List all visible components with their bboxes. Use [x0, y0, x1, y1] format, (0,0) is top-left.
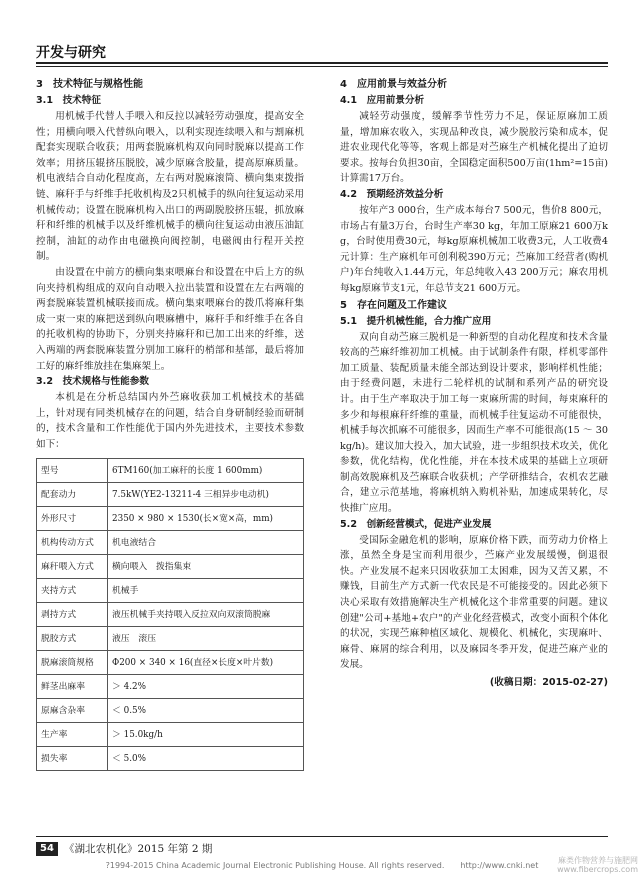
param-name: 脱胶方式 — [37, 627, 108, 651]
paragraph-specs-intro: 本机是在分析总结国内外苎麻收获加工机械技术的基础上，针对现有同类机械存在的问题，结合自身研制经验而研制的，技术含量和工作性能优于国内外先进技术，主要技术参数如下： — [36, 392, 304, 450]
table-row — [37, 603, 304, 627]
heading-5-2: 5.2 创新经营模式，促进产业发展 — [340, 518, 492, 530]
param-name: 生产率 — [37, 723, 108, 747]
paragraph-improve-performance: 双向自动苎麻三脱机是一种新型的自动化程度和技术含量较高的苎麻纤维初加工机械。由于试制条件有限，样机零部件加工质量、装配质量未能全部达到设计要求，影响样机性能；由于经费问题，未进行二轮样机的试制和系列产品的研究设计。由于生产率取决于加工每一束麻所需的时间，每束麻秆的多少和每根麻秆纤维的重量，而机械手往复运动不可能很快，机械手每次抓麻不可能很多，因而生产率不可能很高(15 ～ 30kg/h)。建议加大投入，加大试验，进一步组织技术攻关，优化参数，优化结构，优化性能，并在本技术成果的基础上立项研制高效脱麻机及苎麻联合收获机；产学研推结合，农机农艺融合，建立示范基地，将麻机纳入购机补贴，加速成果转化，尽快推广应用。 — [340, 331, 608, 515]
right-column — [340, 76, 608, 691]
section-header: 开发与研究 — [36, 45, 106, 61]
heading-section-5: 5 存在问题及工作建议 — [340, 299, 447, 311]
paragraph-economic-benefit: 按年产3 000台，生产成本每台7 500元，售价8 800元，市场占有量3万台，台时生产率30 kg，年加工原麻21 600万kg，台时使用费30元，每kg原麻机械加工收费3元，人工收费4元计算：生产麻机年可创利税390万元；苎麻加工经营者(购机户)年台纯收入1.44万元，年总纯收入43 200万元；麻农用机每kg原麻节支1元，年总节支21 600万元。 — [340, 204, 608, 294]
paragraph-business-model: 受国际金融危机的影响，原麻价格下跌，而劳动力价格上涨，虽然全身是宝而利用很少，苎麻产业发展缓慢，倒退很快。产业发展不起来只因收获加工太困难，因为又苦又累，不赚钱，目前生产方式新一代农民是不可能接受的。因此必须下决心采取有效措施解决生产机械化这个非常重要的问题。建议创建"公司+基地+农户"的产业化经营模式，改变小面积个体化的状况，实现苎麻种植区域化、规模化、机械化，实现麻叶、麻骨、麻屑的综合利用，以及麻园冬季开发，促进苎麻产业的发展。 — [340, 534, 608, 671]
heading-5-1: 5.1 提升机械性能，合力推广应用 — [340, 315, 492, 327]
paragraph-structure: 由设置在中前方的横向集束喂麻台和设置在中后上方的纵向夹持机构组成的双向自动喂入拉出装置和设置在左右两端的两套脱麻装置机械联接而成。横向集束喂麻台的拨爪将麻秆集成一束一束的麻把送到纵向喂麻槽中，麻秆手和纤维手在各自的托收机构的协助下，分别夹持麻秆和已加工出来的纤维，送入两端的两套脱麻装置分别加工麻秆的梢部和基部，最后将加工好的麻纤维放挂在集麻架上。 — [36, 266, 304, 372]
param-name: 型号 — [37, 459, 108, 483]
left-column — [36, 76, 304, 771]
table-row — [37, 723, 304, 747]
param-name: 机构传动方式 — [37, 531, 108, 555]
param-value: ＜ 5.0% — [108, 747, 304, 771]
param-name: 剥持方式 — [37, 603, 108, 627]
table-row — [37, 555, 304, 579]
header-rule-thin — [36, 66, 608, 67]
site-watermark — [557, 856, 638, 874]
parameter-table — [36, 458, 304, 771]
param-value: 2350 × 980 × 1530(长×宽×高，mm) — [108, 507, 304, 531]
heading-4-2: 4.2 预期经济效益分析 — [340, 188, 444, 200]
heading-section-3: 3 技术特征与规格性能 — [36, 79, 143, 90]
table-row — [37, 747, 304, 771]
journal-name: 《湖北农机化》2015 年第 2 期 — [64, 843, 213, 855]
param-name: 配套动力 — [37, 483, 108, 507]
page-number: 54 — [36, 842, 58, 856]
watermark-name: 麻类作物营养与施肥网 — [558, 856, 638, 865]
param-name: 麻秆喂入方式 — [37, 555, 108, 579]
param-name: 鲜茎出麻率 — [37, 675, 108, 699]
table-row — [37, 459, 304, 483]
param-value: 横向喂入 拨指集束 — [108, 555, 304, 579]
param-value: 液压机械手夹持喂入反拉双向双滚筒脱麻 — [108, 603, 304, 627]
param-value: 机械手 — [108, 579, 304, 603]
paragraph-technical-features: 用机械手代替人手喂入和反拉以减轻劳动强度，提高安全性；用横向喂入代替纵向喂入，以利实现连续喂入和与割麻机配套实现联合收获；用两套脱麻机构双向同时脱麻以提高工作效率；用挤压辊挤压脱胶，减少原麻含胶量，提高原麻质量。机电液结合自动化程度高，左右两对脱麻滚筒、横向集束拨指链、麻秆手与纤维手托收机构及2只机械手的纵向往复运动采用机械传动；设置在脱麻机构入出口的两副脱胶挤压辊，抓放麻秆和纤维的机械手以及纤维机械手的横向往复运动由液压油缸控制，油缸的动作由电磁换向阀控制，电磁阀由行程开关控制。 — [36, 111, 304, 263]
param-value: Φ200 × 340 × 16(直径×长度×叶片数) — [108, 651, 304, 675]
param-value: 6TM160(加工麻秆的长度 1 600mm) — [108, 459, 304, 483]
param-name: 损失率 — [37, 747, 108, 771]
table-row — [37, 675, 304, 699]
param-value: ＞ 15.0kg/h — [108, 723, 304, 747]
param-value: 机电液结合 — [108, 531, 304, 555]
param-name: 原麻含杂率 — [37, 699, 108, 723]
param-name: 脱麻滚筒规格 — [37, 651, 108, 675]
table-row — [37, 627, 304, 651]
heading-3-2: 3.2 技术规格与性能参数 — [36, 376, 149, 388]
table-row — [37, 651, 304, 675]
header-rule — [36, 62, 608, 64]
param-value: 液压 滚压 — [108, 627, 304, 651]
param-name: 夹持方式 — [37, 579, 108, 603]
param-name: 外形尺寸 — [37, 507, 108, 531]
param-value: ＞ 4.2% — [108, 675, 304, 699]
watermark-url: www.fibercrops.com — [557, 865, 638, 874]
heading-4-1: 4.1 应用前景分析 — [340, 95, 425, 106]
heading-section-4: 4 应用前景与效益分析 — [340, 79, 447, 90]
table-row — [37, 579, 304, 603]
copyright-line: ?1994-2015 China Academic Journal Electronic Publishing House. All rights reserved. http://www.cnki.net — [105, 861, 539, 870]
heading-3-1: 3.1 技术特征 — [36, 95, 101, 106]
received-date: (收稿日期：2015-02-27) — [489, 677, 608, 688]
footer-rule — [36, 836, 608, 837]
param-value: ＜ 0.5% — [108, 699, 304, 723]
table-row — [37, 483, 304, 507]
table-row — [37, 531, 304, 555]
param-value: 7.5kW(YE2-13211-4 三相异步电动机) — [108, 483, 304, 507]
paragraph-prospects: 减轻劳动强度，缓解季节性劳力不足，保证原麻加工质量，增加麻农收入，实现品种改良，减少脱胶污染和成本，促进农业现代化等等，客观上都是对苎麻生产机械化提出了迫切要求。按每台负担30亩，全国稳定面积500万亩(1hm²=15亩)计算需17万台。 — [340, 111, 608, 185]
table-row — [37, 699, 304, 723]
table-row — [37, 507, 304, 531]
